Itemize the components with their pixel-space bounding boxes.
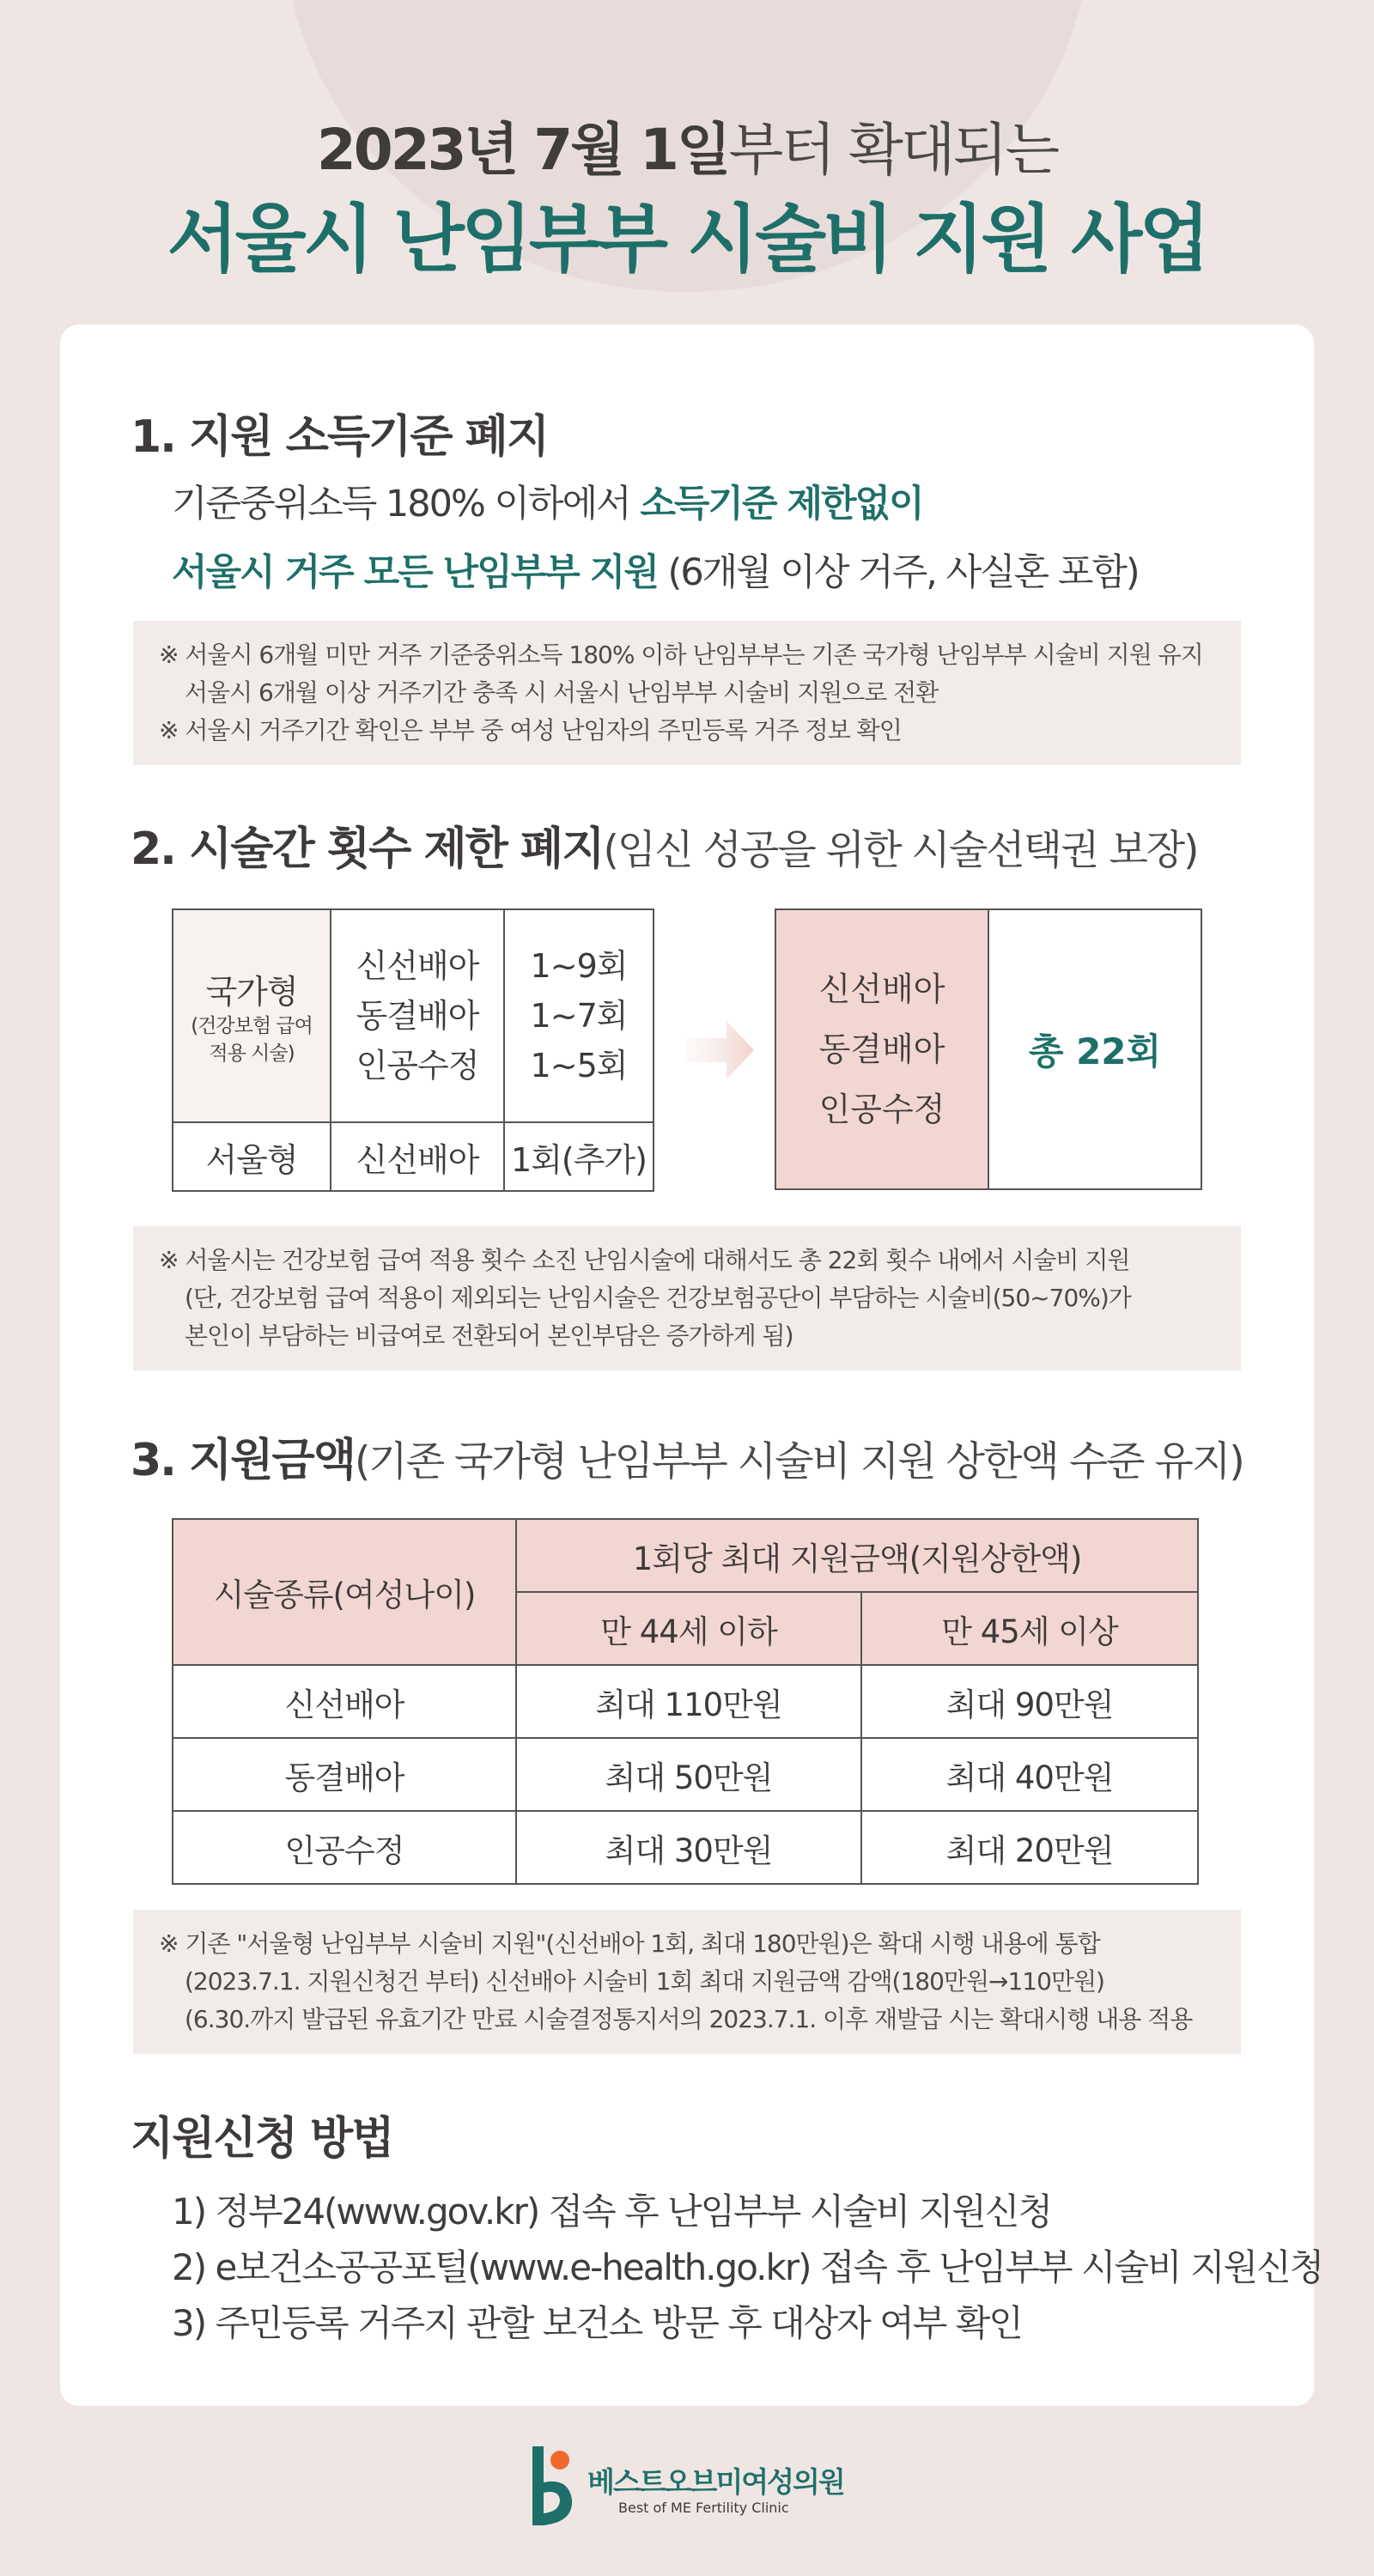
count-list-cell xyxy=(504,909,654,1122)
national-type-label: 국가형 xyxy=(205,972,298,1011)
national-type-note: (건강보험 급여 xyxy=(191,1014,313,1037)
content-card xyxy=(60,325,1323,2406)
section2-subtitle: (임신 성공을 위한 시술선택권 보장) xyxy=(603,827,1198,874)
total-count: 총 22회 xyxy=(988,909,1201,1189)
section3-note-box xyxy=(133,1910,1241,2054)
row-type: 동결배아 xyxy=(173,1738,516,1811)
procedure-label: 인공수정 xyxy=(818,1091,945,1128)
seoul-type-label: 서울형 xyxy=(173,1122,331,1191)
count-label: 1~9회 xyxy=(530,947,628,985)
table-row xyxy=(173,1811,1198,1884)
row-under-amount: 최대 30만원 xyxy=(516,1811,861,1884)
section3-subtitle: (기존 국가형 난임부부 시술비 지원 상한액 수준 유지) xyxy=(354,1438,1243,1485)
header-line1 xyxy=(0,116,1374,185)
seoul-count: 1회(추가) xyxy=(504,1122,654,1191)
note-line: 서울시 6개월 이상 거주기간 충족 시 서울시 난임부부 시술비 지원으로 전환 xyxy=(185,678,939,707)
row-type: 인공수정 xyxy=(173,1811,516,1884)
section2-title-text: 2. 시술간 횟수 제한 폐지 xyxy=(131,823,604,875)
section1-line2-text: (6개월 이상 거주, 사실혼 포함) xyxy=(657,551,1139,594)
count-label: 1~7회 xyxy=(530,997,628,1035)
row-type: 신선배아 xyxy=(173,1665,516,1738)
section1-line1-highlight: 소득기준 제한없이 xyxy=(640,483,923,526)
procedure-list-cell xyxy=(331,909,504,1122)
support-amount-table xyxy=(172,1518,1199,1885)
procedure-label: 인공수정 xyxy=(356,1047,479,1084)
seoul-procedure: 신선배아 xyxy=(331,1122,504,1191)
after-procedure-cell xyxy=(775,909,988,1189)
clinic-logo xyxy=(529,2443,872,2537)
column-header-over-45: 만 45세 이상 xyxy=(861,1592,1198,1665)
row-under-amount: 최대 110만원 xyxy=(516,1665,861,1738)
procedure-label: 동결배아 xyxy=(818,1030,945,1068)
arrow-right-icon xyxy=(685,1016,754,1084)
row-over-amount: 최대 20만원 xyxy=(861,1811,1198,1884)
national-type-note: 적용 시술) xyxy=(209,1042,295,1065)
note-line: ※ 서울시 6개월 미만 거주 기준중위소득 180% 이하 난임부부는 기존 국가형 난임부부 시술비 지원 유지 xyxy=(159,641,1203,669)
procedure-label: 신선배아 xyxy=(818,970,945,1008)
apply-method-item: 2) e보건소공공포털(www.e-health.go.kr) 접속 후 난임부부 시술비 지원신청 xyxy=(172,2246,1323,2288)
clinic-logo-icon xyxy=(529,2443,581,2529)
table-row xyxy=(173,1665,1198,1738)
count-label: 1~5회 xyxy=(530,1047,628,1084)
row-under-amount: 최대 50만원 xyxy=(516,1738,861,1811)
page-header xyxy=(0,116,1374,283)
header-date: 2023년 7월 1일 xyxy=(316,117,729,183)
procedure-label: 신선배아 xyxy=(356,947,479,985)
section3-title xyxy=(131,1424,1243,1488)
before-limits-table xyxy=(172,908,654,1192)
after-limits-table xyxy=(775,908,1202,1190)
note-line: ※ 기존 "서울형 난임부부 시술비 지원"(신선배아 1회, 최대 180만원)은 확대 시행 내용에 통합 xyxy=(159,1929,1100,1958)
note-line: (단, 건강보험 급여 적용이 제외되는 난임시술은 건강보험공단이 부담하는 시술비(50~70%)가 xyxy=(185,1284,1131,1312)
note-line: (6.30.까지 발급된 유효기간 만료 시술결정통지서의 2023.7.1. 이후 재발급 시는 확대시행 내용 적용 xyxy=(185,2005,1193,2033)
header-subtitle: 부터 확대되는 xyxy=(728,117,1058,183)
apply-method-item: 1) 정부24(www.gov.kr) 접속 후 난임부부 시술비 지원신청 xyxy=(172,2190,1052,2233)
section2-title xyxy=(131,812,1198,877)
table-row xyxy=(173,1738,1198,1811)
clinic-name-english: Best of ME Fertility Clinic xyxy=(618,2500,789,2516)
apply-title: 지원신청 방법 xyxy=(131,2113,393,2165)
note-line: 본인이 부담하는 비급여로 전환되어 본인부담은 증가하게 됨) xyxy=(185,1321,793,1350)
apply-method-item: 3) 주민등록 거주지 관할 보건소 방문 후 대상자 여부 확인 xyxy=(172,2302,1022,2344)
note-line: (2023.7.1. 지원신청건 부터) 신선배아 시술비 1회 최대 지원금액 감액(180만원→110만원) xyxy=(185,1967,1104,1996)
section1-line1 xyxy=(172,475,923,527)
column-header-type: 시술종류(여성나이) xyxy=(173,1519,516,1665)
section1-note-box xyxy=(133,621,1241,765)
section1-title: 1. 지원 소득기준 폐지 xyxy=(131,411,549,463)
section1-line1-text: 기준중위소득 180% 이하에서 xyxy=(172,483,641,526)
column-header-group: 1회당 최대 지원금액(지원상한액) xyxy=(516,1519,1198,1592)
row-over-amount: 최대 40만원 xyxy=(861,1738,1198,1811)
clinic-name: 베스트오브미여성의원 xyxy=(587,2465,844,2499)
note-line: ※ 서울시 거주기간 확인은 부부 중 여성 난임자의 주민등록 거주 정보 확인 xyxy=(159,716,902,744)
section3-title-text: 3. 지원금액 xyxy=(131,1435,355,1486)
national-type-cell xyxy=(173,909,331,1122)
section2-note-box xyxy=(133,1226,1241,1370)
procedure-label: 동결배아 xyxy=(356,997,479,1035)
row-over-amount: 최대 90만원 xyxy=(861,1665,1198,1738)
section1-line2 xyxy=(172,544,1139,596)
column-header-under-44: 만 44세 이하 xyxy=(516,1592,861,1665)
section1-line2-highlight: 서울시 거주 모든 난임부부 지원 xyxy=(172,551,658,594)
page-title: 서울시 난임부부 시술비 지원 사업 xyxy=(167,197,1207,283)
note-line: ※ 서울시는 건강보험 급여 적용 횟수 소진 난임시술에 대해서도 총 22회 횟수 내에서 시술비 지원 xyxy=(159,1246,1130,1274)
